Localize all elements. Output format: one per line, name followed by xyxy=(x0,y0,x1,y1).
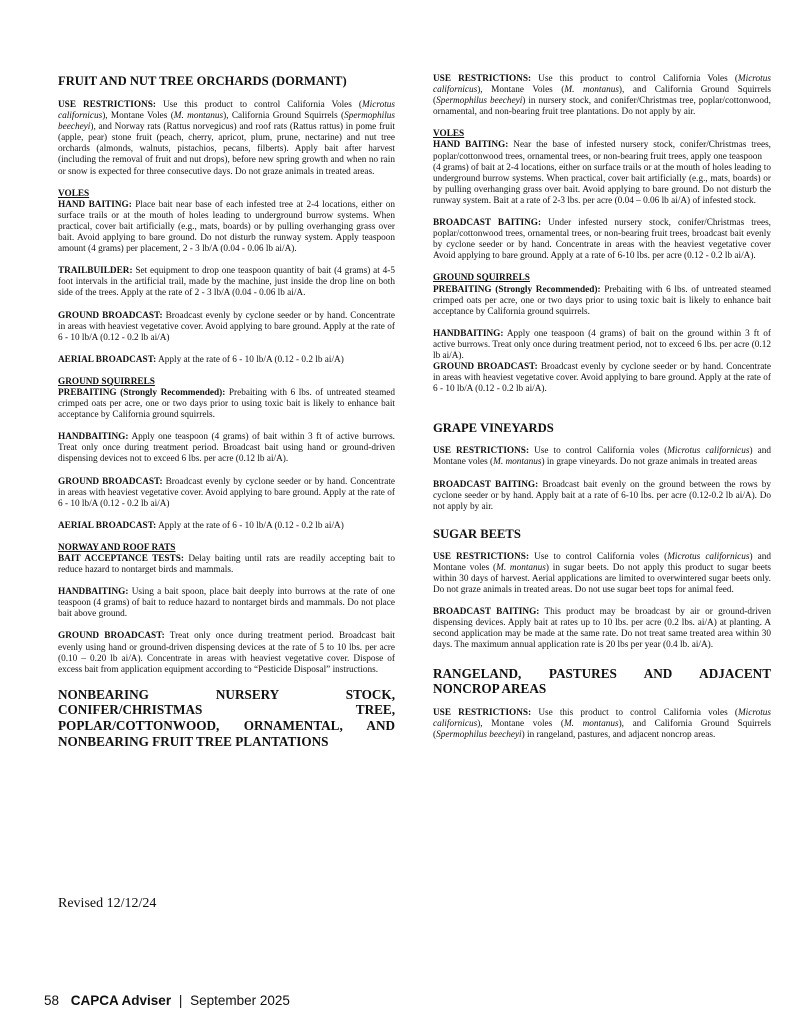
nursery-ground-broadcast: GROUND BROADCAST: Broadcast evenly by cyclone seeder or by hand. Concentrate in areas with heaviest vegetative cover. Avoid applying to bare ground. Apply at the rate of 6 - 10 lb/A (0.12 - 0.2 lb ai/A). xyxy=(433,362,771,395)
keyword: USE RESTRICTIONS: xyxy=(58,100,156,110)
revised-date: Revised 12/12/24 xyxy=(58,896,157,911)
nursery-prebaiting: PREBAITING (Strongly Recommended): Prebaiting with 6 lbs. of untreated steamed crimped oats per acre, one or two days prior to using toxic bait is likely to enhance bait acceptance by California ground squirrels. xyxy=(433,284,771,317)
subheading-voles: VOLES xyxy=(58,188,90,199)
subheading-ground-squirrels-nursery: GROUND SQUIRRELS xyxy=(433,273,530,284)
section-title-grape: GRAPE VINEYARDS xyxy=(433,421,554,436)
grape-use-restrictions: USE RESTRICTIONS: Use to control California voles (Microtus californicus) and Montane voles (M. montanus) in grape vineyards. Do not graze animals in treated areas xyxy=(433,446,771,468)
orchards-ground-broadcast-rats: GROUND BROADCAST: Treat only once during treatment period. Broadcast bait evenly using hand or ground-driven dispensing devices at the rate of 5 to 10 lbs. per acre (0.10 – 0.20 lb ai/A). Concentrate in areas with heaviest vegetative cover. Dispose of excess bait from application equipment according to “Pesticide Disposal” instructions. xyxy=(58,631,395,675)
footer-separator: | xyxy=(178,993,183,1008)
left-column xyxy=(58,74,395,749)
orchards-trailbuilder: TRAILBUILDER: Set equipment to drop one teaspoon quantity of bait (4 grams) at 4-5 foot intervals in the artificial trail, made by the machine, just inside the drop line on both side of the trees. Apply at the rate of 2 - 3 lb/A (0.04 - 0.06 lb ai/A. xyxy=(58,266,395,299)
section-title-nursery: NONBEARING NURSERY STOCK, CONIFER/CHRISTMAS TREE, POPLAR/COTTONWOOD, ORNAMENTAL, AND NONBEARING FRUIT TREE PLANTATIONS xyxy=(58,686,395,749)
sugar-use-restrictions: USE RESTRICTIONS: Use to control California voles (Microtus californicus) and Montane voles (M. montanus) in sugar beets. Do not apply this product to sugar beets within 30 days of harvest. Aerial applications are limited to overwintered sugar beets only. Do not graze animals in treated areas. Do not use sugar beet tops for animal feed. xyxy=(433,551,771,596)
grape-broadcast-baiting: BROADCAST BAITING: Broadcast bait evenly on the ground between the rows by cyclone seeder or by hand. Apply bait at a rate of 6-10 lbs. per acre (0.12-0.2 lb ai/A). Do not apply by air. xyxy=(433,479,771,512)
orchards-ground-broadcast-2: GROUND BROADCAST: Broadcast evenly by cyclone seeder or by hand. Concentrate in areas with heaviest vegetative cover. Avoid applying to bare ground. Apply at the rate of 6 - 10 lb/A (0.12 - 0.2 lb ai/A) xyxy=(58,476,395,509)
nursery-use-restrictions: USE RESTRICTIONS: Use this product to control California Voles (Microtus californicus), Montane Voles (M. montanus), and California Ground Squirrels (Spermophilus beecheyi) in nursery stock, and conifer/Christmas tree, poplar/cottonwood, ornamental, and non-bearing fruit tree plantations. Do not apply by air. xyxy=(433,74,771,118)
page-number: 58 xyxy=(44,993,60,1008)
subheading-rats: NORWAY AND ROOF RATS xyxy=(58,542,176,553)
orchards-prebaiting: PREBAITING (Strongly Recommended): Prebaiting with 6 lbs. of untreated steamed crimped oats per acre, one or two days prior to using toxic bait is likely to enhance bait acceptance by California ground squirrels. xyxy=(58,387,395,421)
orchards-ground-broadcast: GROUND BROADCAST: Broadcast evenly by cyclone seeder or by hand. Concentrate in areas with heaviest vegetative cover. Avoid applying to bare ground. Apply at the rate of 6 - 10 lb/A (0.12 - 0.2 lb ai/A) xyxy=(58,310,395,343)
sugar-broadcast-baiting: BROADCAST BAITING: This product may be broadcast by air or ground-driven dispensing devices. Apply bait at rates up to 10 lbs. per acre (0.2 lbs. ai/A) at planting. A second application may be made at the same rate. Do not treat same treated area within 30 days. The maximum annual application rate is 20 lbs per year (0.4 lb. ai/A). xyxy=(433,607,771,651)
orchards-use-restrictions: USE RESTRICTIONS: Use this product to control California Voles (Microtus californicus), Montane Voles (M. montanus), California Ground Squirrels (Spermophilus beecheyi), and Norway rats (Rattus norvegicus) and roof rats (Rattus rattus) in pome fruit (apple, pear) stone fruit (peach, cherry, apricot, plum, prune, nectarine) and nut tree orchards (almonds, walnuts, pistachios, pecans, filberts). Apply bait after harvest (including the removal of fruit and nut drops), before new spring growth and when no rain or snow is expected for three consecutive days. Do not graze animals in treated areas. xyxy=(58,100,396,177)
orchards-aerial-broadcast-2: AERIAL BROADCAST: Apply at the rate of 6 - 10 lb/A (0.12 - 0.2 lb ai/A) xyxy=(58,520,344,531)
magazine-name: CAPCA Adviser xyxy=(70,993,172,1008)
orchards-bait-acceptance: BAIT ACCEPTANCE TESTS: Delay baiting until rats are readily accepting bait to reduce hazard to nontarget birds and mammals. xyxy=(58,554,395,576)
subheading-voles-nursery: VOLES xyxy=(433,129,465,140)
orchards-handbaiting-rats: HANDBAITING: Using a bait spoon, place bait deeply into burrows at the rate of one teaspoon (4 grams) of bait to reduce hazard to nontarget birds and mammals. Do not place bait above ground. xyxy=(58,587,395,620)
nursery-hand-baiting: HAND BAITING: Near the base of infested nursery stock, conifer/Christmas trees, poplar/cottonwood trees, ornamental trees, or non-bearing fruit trees, apply one teaspoon xyxy=(433,140,771,162)
rangeland-use-restrictions: USE RESTRICTIONS: Use this product to control California voles (Microtus californicus), Montane voles (M. montanus), and California Ground Squirrels (Spermophilus beecheyi) in rangeland, pastures, and adjacent noncrop areas. xyxy=(433,707,771,740)
orchards-aerial-broadcast: AERIAL BROADCAST: Apply at the rate of 6 - 10 lb/A (0.12 - 0.2 lb ai/A) xyxy=(58,354,344,365)
nursery-hand-baiting-cont: (4 grams) of bait at 2-4 locations, either on surface trails or at the mouth of holes leading to underground burrow systems. When practical, cover bait artificially (e.g., mats, boards) or by pulling overhanging grass over bait. Avoid applying to bare ground. Do not disturb the runway system. Bait at a rate of 2-3 lbs. per acre (0.04 – 0.06 lb ai/A) of infested stock. xyxy=(433,162,771,206)
page-footer xyxy=(0,990,791,1024)
orchards-hand-baiting: HAND BAITING: Place bait near base of each infested tree at 2-4 locations, either on surface trails or at the mouth of holes leading to underground burrow systems. When practical, cover bait artificially (e.g., mats, boards) or by pulling overhanging grass over bait. Avoid applying to bare ground. Do not disturb the runway system. Apply teaspoon amount (4 grams) per placement, 2 - 3 lb/A (0.04 - 0.06 lb ai/A). xyxy=(58,199,395,255)
section-title-rangeland: RANGELAND, PASTURES AND ADJACENT NONCROP AREAS xyxy=(433,665,771,697)
subheading-ground-squirrels: GROUND SQUIRRELS xyxy=(58,376,155,387)
issue-date: September 2025 xyxy=(190,993,290,1008)
section-title-sugar-beets: SUGAR BEETS xyxy=(433,526,521,541)
orchards-handbaiting: HANDBAITING: Apply one teaspoon (4 grams) of bait within 3 ft of active burrows. Treat only once during treatment period. Broadcast bait using hand or ground-driven dispensing devices not to exceed 6 lbs. per acre (0.12 lb ai/A). xyxy=(58,432,395,465)
nursery-handbaiting: HANDBAITING: Apply one teaspoon (4 grams) of bait on the ground within 3 ft of active burrows. Treat only once during treatment period, not to exceed 6 lbs. per acre (0.12 lb ai/A). xyxy=(433,328,771,361)
right-column xyxy=(433,74,771,752)
section-title-orchards: FRUIT AND NUT TREE ORCHARDS (DORMANT) xyxy=(58,74,347,88)
nursery-broadcast-baiting: BROADCAST BAITING: Under infested nursery stock, conifer/Christmas trees, poplar/cottonwood trees, ornamental trees, or non-bearing fruit trees, broadcast bait evenly by cyclone seeder or by hand. Concentrate in areas with the heaviest vegetative cover Avoid applying to bare ground. Apply at a rate of 6-10 lbs. per acre (0.12 - 0.2 lb ai/A). xyxy=(433,218,771,262)
